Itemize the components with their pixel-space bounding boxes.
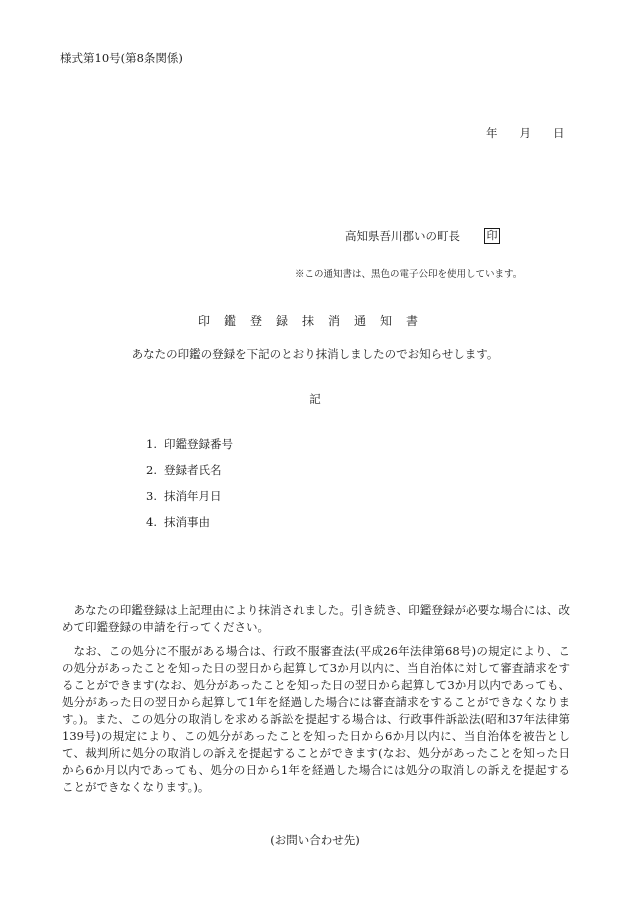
item-number: 2. — [146, 463, 157, 477]
date-day: 日 — [553, 126, 565, 140]
list-item — [146, 514, 210, 530]
ki-heading: 記 — [309, 392, 321, 406]
date-line — [486, 125, 565, 141]
reapply-paragraph: あなたの印鑑登録は上記理由により抹消されました。引き続き、印鑑登録が必要な場合には、改めて印鑑登録の申請を行ってください。 — [62, 603, 570, 634]
item-label: 抹消年月日 — [164, 489, 222, 503]
document-title: 印鑑登録抹消通知書 — [197, 314, 432, 328]
lead-sentence: あなたの印鑑の登録を下記のとおり抹消しましたのでお知らせします。 — [131, 347, 499, 361]
electronic-seal-note: ※この通知書は、黒色の電子公印を使用しています。 — [295, 269, 523, 280]
item-label: 登録者氏名 — [164, 463, 222, 477]
item-number: 1. — [146, 437, 157, 451]
item-number: 3. — [146, 489, 157, 503]
date-year: 年 — [486, 126, 498, 140]
list-item — [146, 462, 222, 478]
appeal-paragraph: なお、この処分に不服がある場合は、行政不服審査法(平成26年法律第68号)の規定により、この処分があったことを知った日の翌日から起算して3か月以内に、当自治体に対して審査請求をすることができます(なお、処分があったことを知った日の翌日から起算して3か月以内であっても、処分があった日の翌日から起算して1年を経過した場合には審査請求をすることができなくなります。)。また、この処分の取消しを求める訴訟を提起する場合は、行政事件訴訟法(昭和37年法律第139号)の規定により、この処分があったことを知った日から6か月以内に、当自治体を被告として、裁判所に処分の取消しの訴えを提起することができます(なお、処分があったことを知った日から6か月以内であっても、処分の日から1年を経過した場合には処分の取消しの訴えを提起することができなくなります。)。 — [62, 644, 570, 794]
contact-heading: (お問い合わせ先) — [270, 833, 360, 847]
date-month: 月 — [519, 126, 531, 140]
issuer-name: 高知県吾川郡いの町長 — [345, 229, 460, 243]
item-number: 4. — [146, 515, 157, 529]
form-number-label: 様式第10号(第8条関係) — [60, 51, 183, 65]
item-label: 抹消事由 — [164, 515, 210, 529]
item-label: 印鑑登録番号 — [164, 437, 233, 451]
seal-stamp: 印 — [484, 228, 500, 244]
list-item — [146, 488, 222, 504]
list-item — [146, 436, 233, 452]
